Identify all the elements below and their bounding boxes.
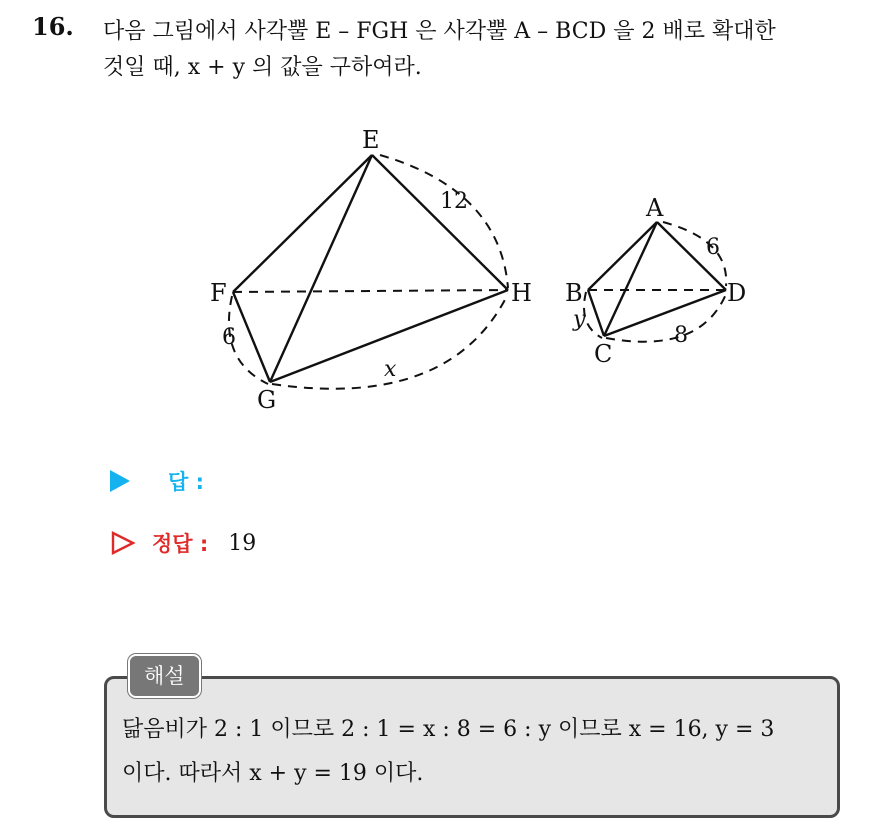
arc-BC — [584, 292, 602, 338]
label-F: F — [210, 279, 227, 307]
length-GH: x — [384, 357, 397, 382]
label-C: C — [594, 340, 613, 368]
hidden-edge-FH — [233, 290, 508, 292]
label-H: H — [511, 279, 532, 307]
edge-AB — [588, 222, 657, 290]
outline-triangle-icon — [110, 530, 136, 556]
solution-line-2: 이다. 따라서 x + y = 19 이다. — [122, 761, 424, 786]
question-line-2: 것일 때, x + y 의 값을 구하여라. — [103, 55, 422, 80]
solution-line-1: 닮음비가 2 : 1 이므로 2 : 1 = x : 8 = 6 : y 이므로 x = 16, y = 3 — [122, 717, 775, 742]
question-text — [103, 14, 863, 86]
arc-EH — [380, 155, 508, 288]
edge-EF — [233, 155, 372, 292]
length-EH: 12 — [440, 189, 468, 214]
label-D: D — [727, 279, 747, 307]
length-CD: 8 — [674, 323, 688, 348]
pyramid-diagram — [0, 120, 884, 420]
solution-tab: 해설 — [128, 654, 201, 698]
question-line-1: 다음 그림에서 사각뿔 E – FGH 은 사각뿔 A – BCD 을 2 배로 확대한 — [103, 19, 776, 44]
label-E: E — [362, 126, 380, 154]
play-triangle-icon — [110, 470, 130, 492]
length-AD: 6 — [706, 235, 720, 260]
edge-EH — [372, 155, 508, 290]
length-BC: y — [573, 307, 586, 332]
label-G: G — [257, 386, 277, 414]
answer-row — [110, 466, 204, 496]
arc-CD — [606, 294, 726, 342]
solution-text — [122, 708, 832, 796]
label-A: A — [646, 194, 664, 222]
correct-answer-label: 정답 : — [152, 532, 209, 556]
length-FG: 6 — [222, 325, 236, 350]
question-number: 16. — [32, 12, 74, 41]
edge-FG — [233, 292, 270, 382]
label-B: B — [565, 279, 583, 307]
correct-answer-row — [110, 528, 256, 558]
answer-label: 답 : — [168, 470, 204, 494]
pyramid-figure — [0, 120, 884, 420]
correct-answer-value: 19 — [228, 530, 257, 556]
